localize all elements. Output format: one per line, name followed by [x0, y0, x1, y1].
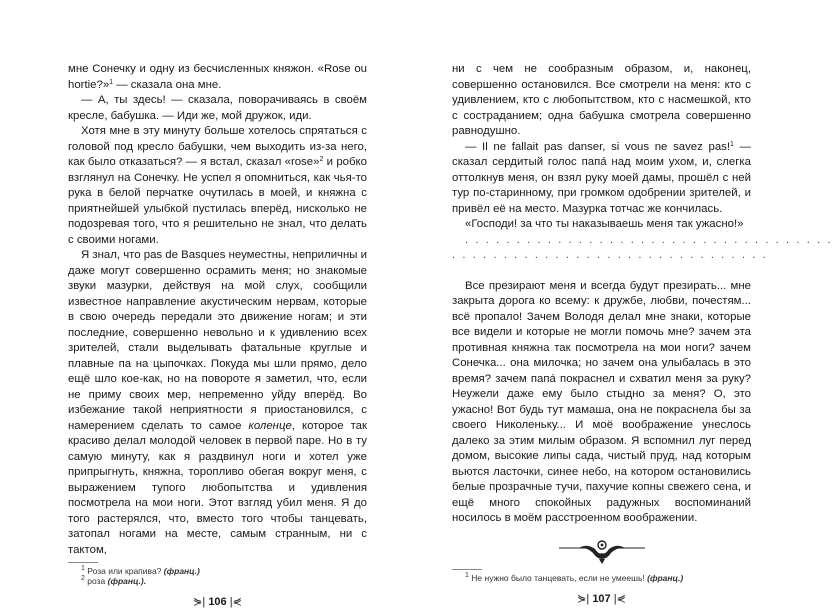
paragraph [452, 140, 751, 218]
left-footnotes [68, 562, 367, 586]
footnote-note: (франц.) [647, 572, 684, 583]
ornament-left-icon: ⋟| [577, 592, 590, 605]
ellipsis-line: ............................... [452, 249, 774, 261]
footnote [68, 576, 367, 586]
left-page-body [68, 62, 367, 558]
page-number-right [452, 592, 751, 606]
footnote-note: (франц.). [107, 576, 147, 586]
text: — сказал сердитый голос папа́ над моим ухом, и, слегка оттолкнув меня, он взял руку моей дамы, прошёл с ней тур по-старинному, при громком одобрении зрителей, и привёл её на место. Мазурка тотчас же кончилась. [452, 140, 751, 215]
ornament-left-icon: ⋟| [193, 596, 206, 608]
emphasis: коленце [248, 419, 292, 432]
page-number-left [68, 595, 367, 609]
footnote-text: Не нужно было танцевать, если не умеешь! [471, 572, 648, 583]
left-page [68, 62, 367, 609]
footnote-ref: 1 [730, 140, 734, 148]
text: — сказала она мне. [113, 78, 222, 91]
text: мне Сонечку и одну из бесчисленных княжон. «Rose ou hortie?» [68, 63, 367, 91]
section-divider-ornament-icon [557, 539, 647, 565]
footnote [452, 573, 751, 583]
footnote-note: (франц.) [163, 566, 200, 576]
ellipsis-line: .................................... [465, 233, 838, 246]
footnote-rule [68, 562, 98, 563]
footnote-ref: 2 [319, 156, 324, 163]
ornament-right-icon: |⋞ [613, 592, 626, 605]
paragraph: «Господи! за что ты наказываешь меня так ужасно!» [465, 218, 744, 230]
footnote-rule [452, 569, 482, 570]
footnote-number: 1 [465, 571, 469, 579]
text: Хотя мне в эту минуту больше хотелось спрятаться с головой под кресло бабушки, чем выходить из-за него, как было отказаться? — я встал, сказал «rose» [68, 125, 367, 168]
right-page [452, 62, 838, 606]
right-footnotes [452, 569, 751, 583]
text: — Il ne fallait pas danser, si vous ne savez pas! [465, 140, 731, 153]
paragraph [68, 248, 367, 558]
text: Я знал, что pas de Basques неуместны, неприличны и даже могут совершенно осрамить меня; но знакомые звуки мазурки, действуя на мой слух, сообщили известное направление акустическим нервам, которые в свою очередь передали это движение ногам; и эти последние, совершенно невольно и к удивлению всех зрителей, стали выделывать фатальные круглые и плавные па на цыпочках. Покуда мы шли прямо, дело ещё шло кое-как, но на повороте я заметил, что, если не приму своих мер, непременно уйду вперёд. Во избежание такой неприятности я приостановился, с намерением сделать то самое [68, 249, 367, 432]
footnote-ref: 1 [109, 78, 114, 86]
text: и робко взглянул на Сонечку. Не успел я опомниться, как чья-то рука в белой перчатке очутилась в моей, и княжна с приятнейшей улыбкой пустилась вперёд, нисколько не подозревая того, что я решительно не знал, что делать с своими ногами. [68, 156, 367, 246]
footnote [68, 566, 367, 576]
paragraph: ни с чем не сообразным образом, и, наконец, совершенно остановился. Все смотрели на меня: кто с удивлением, кто с любопытством, кто с насмешкой, кто с состраданием; одна бабушка смотрела совершенно равнодушно. [452, 63, 751, 137]
right-page-body [452, 62, 838, 527]
paragraph [68, 62, 367, 93]
footnote-text: роза [87, 576, 108, 586]
paragraph [68, 124, 367, 248]
footnote-number: 1 [81, 565, 85, 572]
paragraph: Все презирают меня и всегда будут презирать... мне закрыта дорога ко всему: к дружбе, любви, почестям... всё пропало! Зачем Володя делал мне знаки, которые все видели и которые не могли помочь мне? зачем эта противная княжна так посмотрела на мои ноги? зачем Сонечка... она милочка; но зачем она улыбалась в это время? зачем папа́ покраснел и схватил меня за руку? Неужели даже ему было стыдно за меня? О, это ужасно! Вот будь тут мамаша, она не покраснела бы за своего Николеньку... И моё воображение унеслось далеко за этим милым образом. Я вспомнил луг перед домом, высокие липы сада, чистый пруд, над которым вьются ласточки, синее небо, на котором остановились белые прозрачные тучи, пахучие копны свежего сена, и ещё много спокойных радужных воспоминаний носилось в моём расстроенном воображении. [452, 279, 751, 524]
ornament-right-icon: |⋞ [229, 596, 242, 608]
footnote-number: 2 [81, 575, 85, 582]
text: , которое так красиво делал молодой человек в первой паре. Но в ту самую минуту, как я раздвинул ноги и хотел уже припрыгнуть, княжна, торопливо обегая вокруг меня, с выражением тупого любопытства и удивления посмотрела на мои ноги. Этот взгляд убил меня. Я до того растерялся, что, вместо того чтобы танцевать, затопал ногами на месте, самым странным, ни с тактом, [68, 419, 368, 556]
page-number: 106 [208, 596, 227, 608]
footnote-text: Роза или крапива? [87, 566, 164, 576]
page-number: 107 [592, 592, 611, 605]
paragraph: — А, ты здесь! — сказала, поворачиваясь в своём кресле, бабушка. — Иди же, мой дружок, иди. [68, 94, 367, 122]
